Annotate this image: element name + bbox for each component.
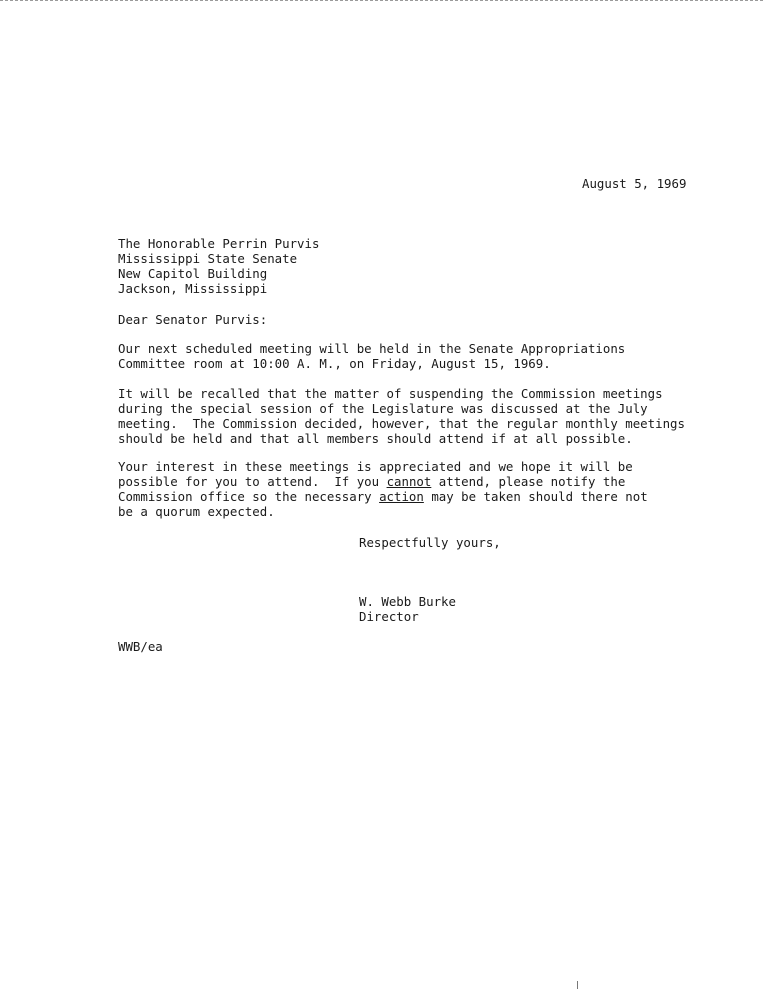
paragraph-line — [118, 489, 648, 504]
salutation: Dear Senator Purvis: — [118, 312, 268, 327]
signer-name: W. Webb Burke — [359, 594, 456, 609]
recipient-line: Mississippi State Senate — [118, 251, 298, 266]
underlined-word: action — [379, 489, 424, 504]
underlined-word: cannot — [386, 474, 432, 489]
page-top-edge — [0, 0, 763, 1]
recipient-address — [118, 236, 319, 296]
recipient-line: New Capitol Building — [118, 266, 268, 281]
paragraph-2 — [118, 386, 685, 446]
recipient-line: Jackson, Mississippi — [118, 281, 268, 296]
signer-title: Director — [359, 609, 419, 624]
reference-initials: WWB/ea — [118, 639, 163, 654]
text-run: attend, please notify the — [431, 474, 626, 489]
paragraph-line: Committee room at 10:00 A. M., on Friday, August 15, 1969. — [118, 356, 551, 371]
text-run: Commission office so the necessary — [118, 489, 380, 504]
recipient-line: The Honorable Perrin Purvis — [118, 236, 320, 251]
text-run: may be taken should there not — [423, 489, 648, 504]
paragraph-1 — [118, 341, 625, 371]
paragraph-3 — [118, 459, 648, 519]
paragraph-line: Your interest in these meetings is appreciated and we hope it will be — [118, 459, 633, 474]
closing: Respectfully yours, — [359, 535, 501, 550]
paragraph-line: It will be recalled that the matter of suspending the Commission meetings — [118, 386, 663, 401]
scan-mark — [577, 981, 578, 989]
paragraph-line — [118, 474, 648, 489]
paragraph-line: during the special session of the Legislature was discussed at the July — [118, 401, 648, 416]
paragraph-line: meeting. The Commission decided, however, that the regular monthly meetings — [118, 416, 685, 431]
paragraph-line: be a quorum expected. — [118, 504, 275, 519]
paragraph-line: should be held and that all members should attend if at all possible. — [118, 431, 633, 446]
paragraph-line: Our next scheduled meeting will be held in the Senate Appropriations — [118, 341, 626, 356]
letter-date: August 5, 1969 — [582, 176, 687, 191]
text-run: possible for you to attend. If you — [118, 474, 387, 489]
